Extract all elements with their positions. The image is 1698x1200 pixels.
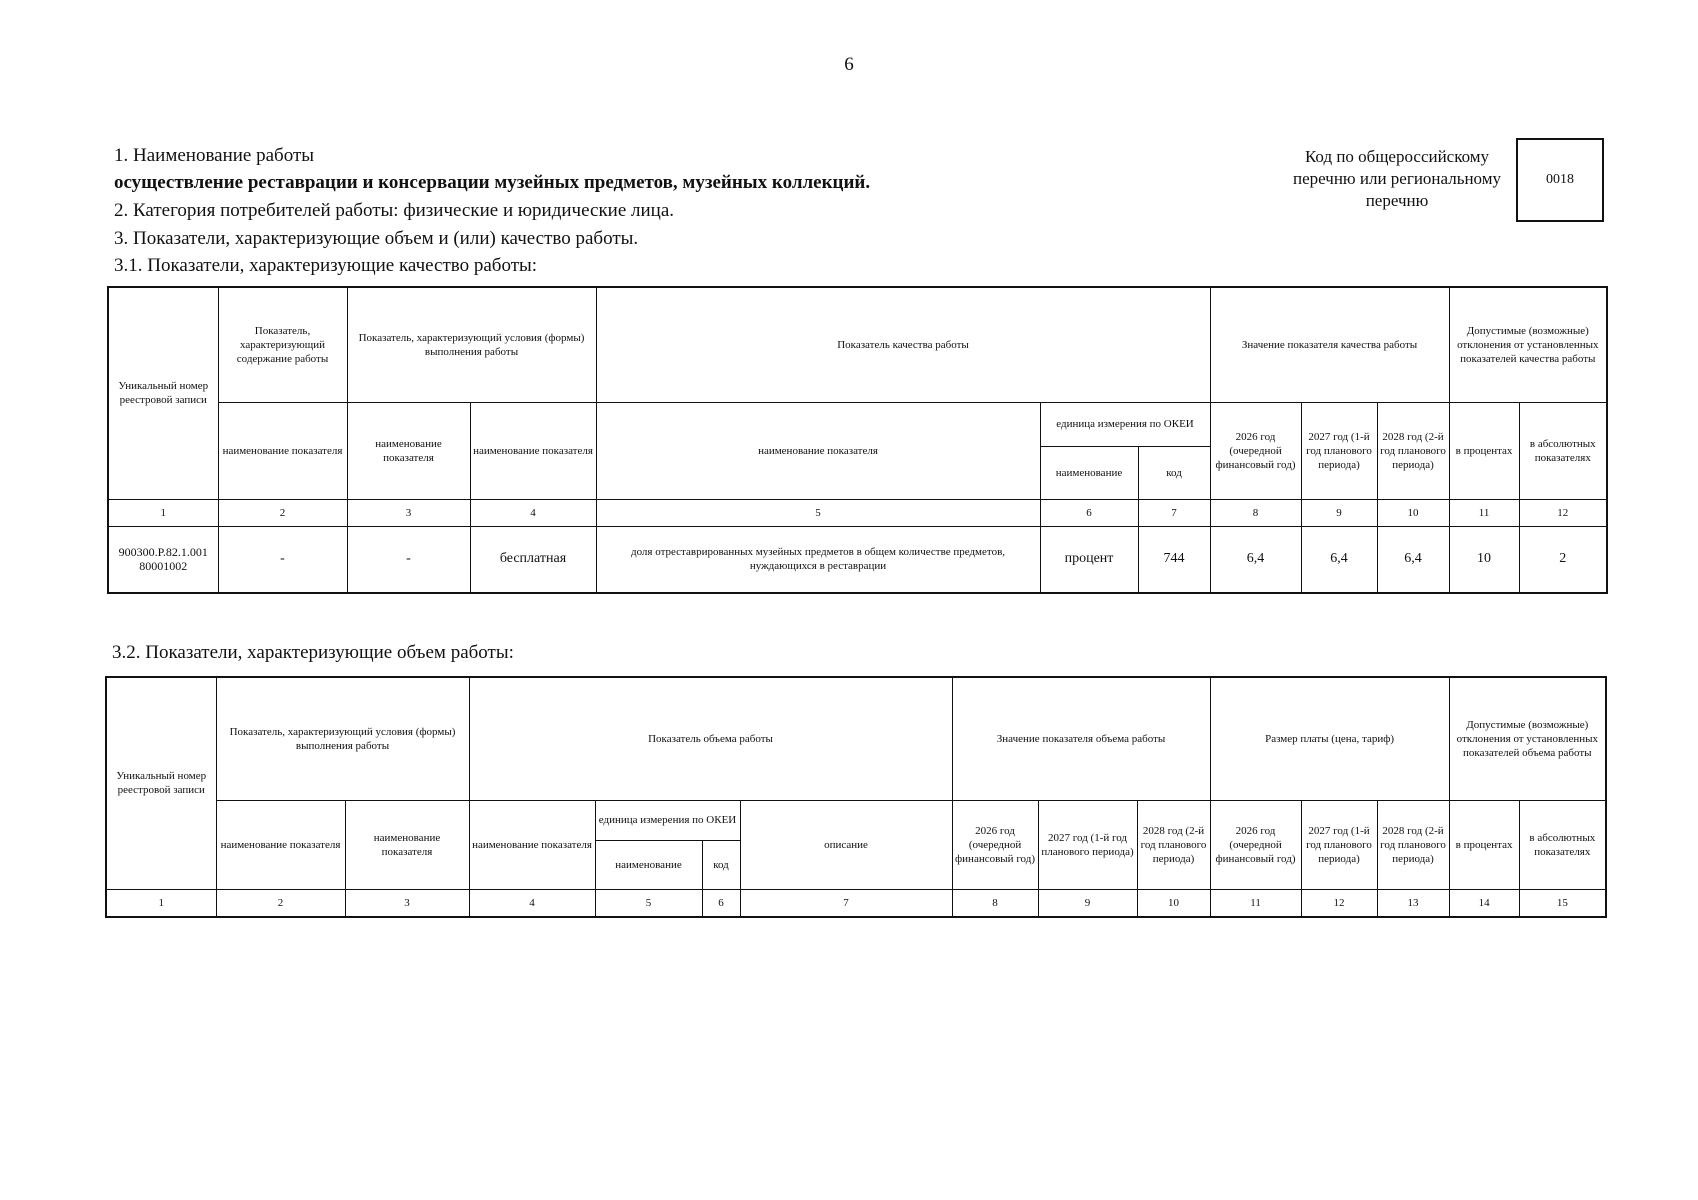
q-h-content: Показатель, характеризующий содержание работы — [218, 287, 347, 402]
v-col-num: 15 — [1519, 889, 1606, 917]
q-col-num: 4 — [470, 499, 596, 526]
q-row-2026: 6,4 — [1210, 526, 1301, 593]
q-col-num: 8 — [1210, 499, 1301, 526]
q-col-num: 10 — [1377, 499, 1449, 526]
q-sub-indicator-name: наименование показателя — [596, 402, 1040, 499]
v-h-deviation: Допустимые (возможные) отклонения от установленных показателей объема работы — [1449, 677, 1606, 800]
v-col-num: 12 — [1301, 889, 1377, 917]
q-row-dev-abs: 2 — [1519, 526, 1607, 593]
v-col-num: 4 — [469, 889, 595, 917]
volume-table — [105, 676, 1607, 918]
v-col-num: 3 — [345, 889, 469, 917]
v-year-2028: 2028 год (2-й год планового периода) — [1137, 800, 1210, 889]
v-price-2028: 2028 год (2-й год планового периода) — [1377, 800, 1449, 889]
v-col-num: 10 — [1137, 889, 1210, 917]
v-h-registry: Уникальный номер реестровой записи — [106, 677, 216, 889]
v-h-conditions: Показатель, характеризующий условия (формы) выполнения работы — [216, 677, 469, 800]
q-h-quality: Показатель качества работы — [596, 287, 1210, 402]
q-year-2027: 2027 год (1-й год планового периода) — [1301, 402, 1377, 499]
q-sub-unit-name: наименование — [1040, 446, 1138, 499]
page-number: 6 — [844, 54, 854, 75]
v-dev-abs: в абсолютных показателях — [1519, 800, 1606, 889]
v-sub-name3: наименование показателя — [469, 800, 595, 889]
work-title: осуществление реставрации и консервации музейных предметов, музейных коллекций. — [114, 172, 871, 193]
q-col-num: 7 — [1138, 499, 1210, 526]
v-col-num: 9 — [1038, 889, 1137, 917]
indicators-heading: 3. Показатели, характеризующие объем и (или) качество работы. — [114, 228, 639, 249]
v-col-num: 6 — [702, 889, 740, 917]
q-row-unit-name: процент — [1040, 526, 1138, 593]
q-sub-name3: наименование показателя — [470, 402, 596, 499]
v-price-2027: 2027 год (1-й год планового периода) — [1301, 800, 1377, 889]
v-sub-unit-name: наименование — [595, 840, 702, 889]
q-h-deviation: Допустимые (возможные) отклонения от установленных показателей качества работы — [1449, 287, 1607, 402]
volume-section-title: 3.2. Показатели, характеризующие объем работы: — [112, 642, 514, 663]
q-col-num: 6 — [1040, 499, 1138, 526]
q-year-2028: 2028 год (2-й год планового периода) — [1377, 402, 1449, 499]
v-col-num: 5 — [595, 889, 702, 917]
v-sub-unit-code: код — [702, 840, 740, 889]
q-h-conditions: Показатель, характеризующий условия (формы) выполнения работы — [347, 287, 596, 402]
v-sub-description: описание — [740, 800, 952, 889]
q-col-num: 12 — [1519, 499, 1607, 526]
v-sub-unit: единица измерения по ОКЕИ — [595, 800, 740, 840]
v-col-num: 2 — [216, 889, 345, 917]
q-row-content: - — [218, 526, 347, 593]
v-h-price: Размер платы (цена, тариф) — [1210, 677, 1449, 800]
v-dev-pct: в процентах — [1449, 800, 1519, 889]
q-sub-name2: наименование показателя — [347, 402, 470, 499]
q-row-2027: 6,4 — [1301, 526, 1377, 593]
v-col-num: 14 — [1449, 889, 1519, 917]
v-col-num: 7 — [740, 889, 952, 917]
code-label: Код по общероссийскому перечню или региональному перечню — [1293, 147, 1501, 210]
v-col-num: 13 — [1377, 889, 1449, 917]
v-sub-name2: наименование показателя — [345, 800, 469, 889]
work-title-label: 1. Наименование работы — [114, 145, 315, 166]
code-box — [1516, 138, 1604, 222]
q-row-dev-pct: 10 — [1449, 526, 1519, 593]
q-sub-unit: единица измерения по ОКЕИ — [1040, 402, 1210, 446]
q-row-registry: 900300.Р.82.1.001 80001002 — [108, 526, 218, 593]
v-h-value: Значение показателя объема работы — [952, 677, 1210, 800]
v-price-2026: 2026 год (очередной финансовый год) — [1210, 800, 1301, 889]
v-col-num: 11 — [1210, 889, 1301, 917]
q-col-num: 5 — [596, 499, 1040, 526]
quality-table — [107, 286, 1608, 594]
v-year-2027: 2027 год (1-й год планового периода) — [1038, 800, 1137, 889]
q-sub-name1: наименование показателя — [218, 402, 347, 499]
q-dev-pct: в процентах — [1449, 402, 1519, 499]
q-col-num: 11 — [1449, 499, 1519, 526]
quality-section-title: 3.1. Показатели, характеризующие качество работы: — [114, 255, 538, 276]
v-h-volume: Показатель объема работы — [469, 677, 952, 800]
q-year-2026: 2026 год (очередной финансовый год) — [1210, 402, 1301, 499]
q-row-cond2: бесплатная — [470, 526, 596, 593]
table-row — [108, 526, 1607, 593]
q-row-indicator: доля отреставрированных музейных предметов в общем количестве предметов, нуждающихся в реставрации — [596, 526, 1040, 593]
q-h-registry: Уникальный номер реестровой записи — [108, 287, 218, 499]
v-year-2026: 2026 год (очередной финансовый год) — [952, 800, 1038, 889]
q-col-num: 1 — [108, 499, 218, 526]
q-sub-unit-code: код — [1138, 446, 1210, 499]
code-value: 0018 — [1546, 172, 1574, 187]
q-col-num: 2 — [218, 499, 347, 526]
v-col-num: 8 — [952, 889, 1038, 917]
q-col-num: 3 — [347, 499, 470, 526]
q-row-cond1: - — [347, 526, 470, 593]
q-h-value: Значение показателя качества работы — [1210, 287, 1449, 402]
q-col-num: 9 — [1301, 499, 1377, 526]
q-row-unit-code: 744 — [1138, 526, 1210, 593]
v-sub-name1: наименование показателя — [216, 800, 345, 889]
v-col-num: 1 — [106, 889, 216, 917]
consumer-category: 2. Категория потребителей работы: физические и юридические лица. — [114, 200, 675, 221]
q-row-2028: 6,4 — [1377, 526, 1449, 593]
q-dev-abs: в абсолютных показателях — [1519, 402, 1607, 499]
